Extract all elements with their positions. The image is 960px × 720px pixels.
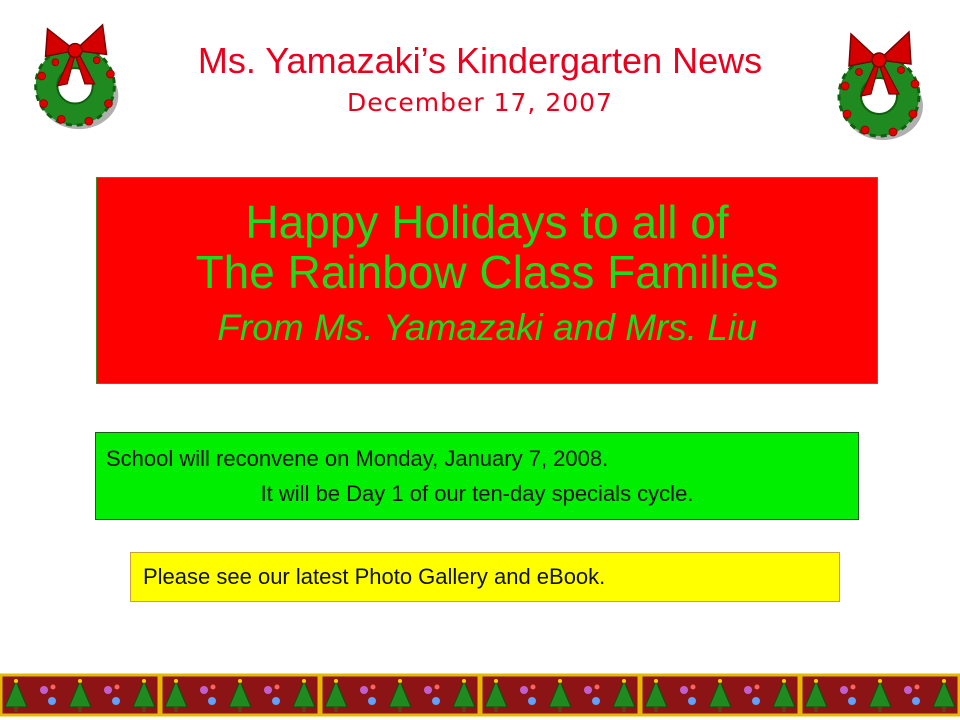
wreath-icon [820, 22, 942, 146]
holiday-greeting-box [96, 177, 878, 384]
christmas-tree-border-icon [0, 673, 960, 717]
greeting-line-2: The Rainbow Class Families [195, 246, 779, 298]
greeting-line-1: Happy Holidays to all of [245, 196, 729, 248]
photo-gallery-notice: Please see our latest Photo Gallery and eBook. [130, 552, 840, 602]
greeting-signature: From Ms. Yamazaki and Mrs. Liu [217, 307, 757, 348]
page-title [0, 40, 960, 82]
wreath-icon [18, 14, 136, 138]
christmas-tree-border [0, 673, 960, 717]
notice-line-2: It will be Day 1 of our ten-day specials cycle. [260, 481, 694, 506]
notice-line-1: School will reconvene on Monday, January 7, 2008. [106, 446, 609, 471]
newsletter-date: December 17, 2007 [347, 88, 613, 117]
newsletter-title: Ms. Yamazaki’s Kindergarten News [197, 40, 763, 81]
school-reconvene-notice [95, 432, 859, 520]
